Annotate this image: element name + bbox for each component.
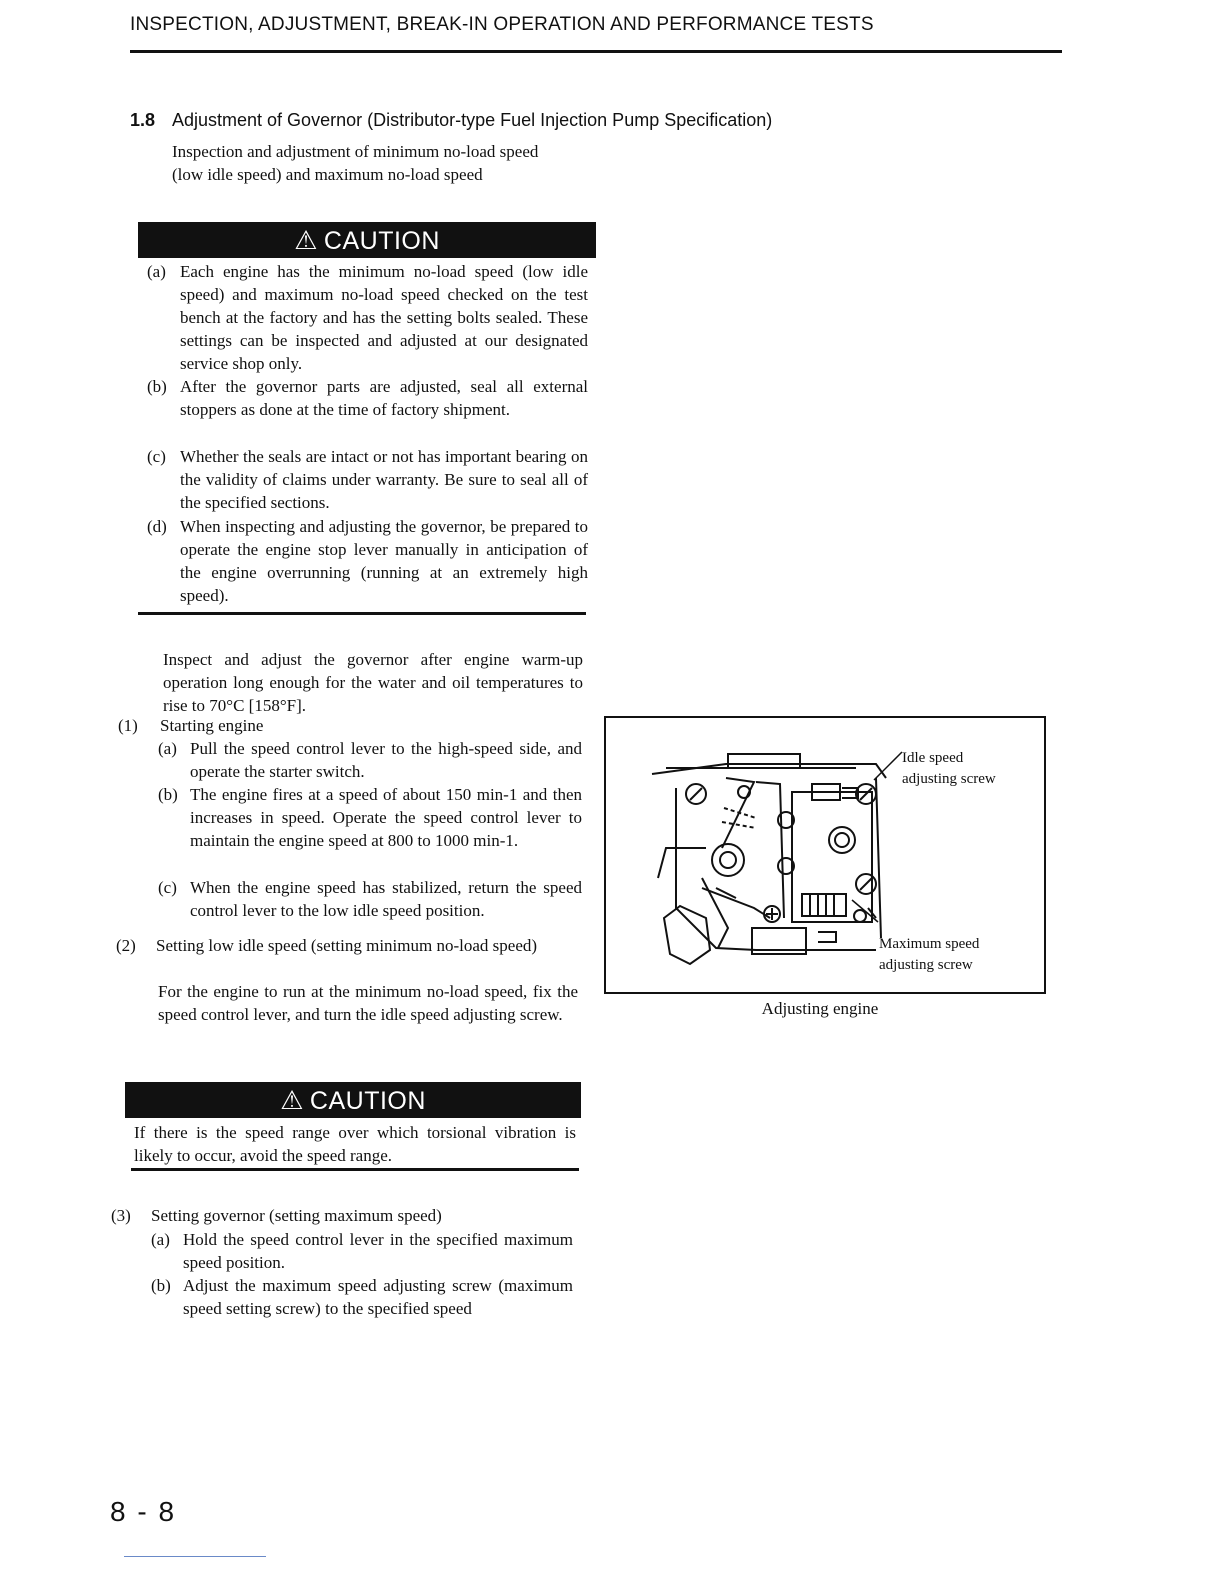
step-title: Setting governor (setting maximum speed): [151, 1206, 442, 1225]
header-title: INSPECTION, ADJUSTMENT, BREAK-IN OPERATION AND PERFORMANCE TESTS: [130, 14, 874, 35]
section-number: 1.8: [130, 110, 156, 130]
caution-banner: [138, 222, 596, 258]
caution-divider: [138, 612, 586, 615]
caution-item-text: When inspecting and adjusting the governor, be prepared to operate the engine stop lever manually in anticipation of the engine overrunning (running at an extremely high speed).: [180, 517, 588, 605]
step-item-text: Pull the speed control lever to the high-speed side, and operate the starter switch.: [190, 739, 582, 781]
warning-triangle-icon: ⚠: [294, 225, 318, 255]
caution-1-list: [138, 260, 596, 620]
idle-speed-label-line-1: Idle speed: [902, 750, 964, 766]
caution-label: CAUTION: [323, 227, 440, 255]
caution-2-text: If there is the speed range over which torsional vibration is likely to occur, avoid the speed range.: [134, 1123, 576, 1165]
section-title: Adjustment of Governor (Distributor-type Fuel Injection Pump Specification): [172, 110, 773, 130]
section-subtitle-line-1: Inspection and adjustment of minimum no-load speed: [172, 142, 539, 161]
figure-frame: [604, 716, 1046, 994]
step-item-text: When the engine speed has stabilized, return the speed control lever to the low idle speed position.: [190, 878, 582, 920]
step-1: [118, 714, 588, 934]
step-2: [116, 934, 586, 1054]
footer-divider: [124, 1556, 266, 1557]
caution-item-label: (d): [147, 517, 167, 536]
caution-divider: [131, 1168, 579, 1171]
step-title: Starting engine: [160, 716, 264, 735]
step-item-label: (a): [151, 1230, 170, 1249]
step-item-text: Adjust the maximum speed adjusting screw (maximum speed setting screw) to the specified speed: [183, 1276, 573, 1318]
step-item-label: (b): [158, 785, 178, 804]
figure-caption: Adjusting engine: [761, 999, 879, 1018]
caution-banner: [125, 1082, 581, 1118]
caution-item-label: (a): [147, 262, 166, 281]
step-item-text: Hold the speed control lever in the specified maximum speed position.: [183, 1230, 573, 1272]
step-item-text: The engine fires at a speed of about 150 min-1 and then increases in speed. Operate the speed control lever to maintain the engine speed at 800 to 1000 min-1.: [190, 785, 582, 850]
max-speed-label-line-2: adjusting screw: [879, 957, 973, 973]
step-label: (2): [116, 936, 136, 955]
section-subtitle: [172, 140, 632, 186]
max-speed-label: [879, 934, 979, 976]
step-item-label: (b): [151, 1276, 171, 1295]
intro-paragraph: Inspect and adjust the governor after engine warm-up operation long enough for the water and oil temperatures to rise to 70°C [158°F].: [163, 650, 583, 715]
caution-item-label: (c): [147, 447, 166, 466]
max-speed-label-line-1: Maximum speed: [879, 936, 980, 952]
caution-item-text: Whether the seals are intact or not has important bearing on the validity of claims under warranty. Be sure to seal all of the specified sections.: [180, 447, 588, 512]
step-3: [111, 1204, 581, 1354]
caution-item-text: Each engine has the minimum no-load speed (low idle speed) and maximum no-load speed checked on the test bench at the factory and has the setting bolts sealed. These settings can be inspected and adjusted at our designated service shop only.: [180, 262, 588, 373]
header-divider: [130, 50, 1062, 53]
caution-item-label: (b): [147, 377, 167, 396]
caution-item-text: After the governor parts are adjusted, seal all external stoppers as done at the time of factory shipment.: [180, 377, 588, 419]
step-title: Setting low idle speed (setting minimum no-load speed): [156, 936, 538, 955]
step-body: For the engine to run at the minimum no-load speed, fix the speed control lever, and turn the idle speed adjusting screw.: [158, 982, 578, 1024]
idle-speed-label-line-2: adjusting screw: [902, 771, 996, 787]
page-number: 8 - 8: [110, 1496, 177, 1527]
warning-triangle-icon: ⚠: [280, 1085, 304, 1115]
step-label: (1): [118, 716, 138, 735]
step-item-label: (a): [158, 739, 177, 758]
section-subtitle-line-2: (low idle speed) and maximum no-load speed: [172, 165, 483, 184]
idle-speed-label: [902, 748, 996, 790]
step-label: (3): [111, 1206, 131, 1225]
caution-label: CAUTION: [309, 1087, 426, 1115]
step-item-label: (c): [158, 878, 177, 897]
